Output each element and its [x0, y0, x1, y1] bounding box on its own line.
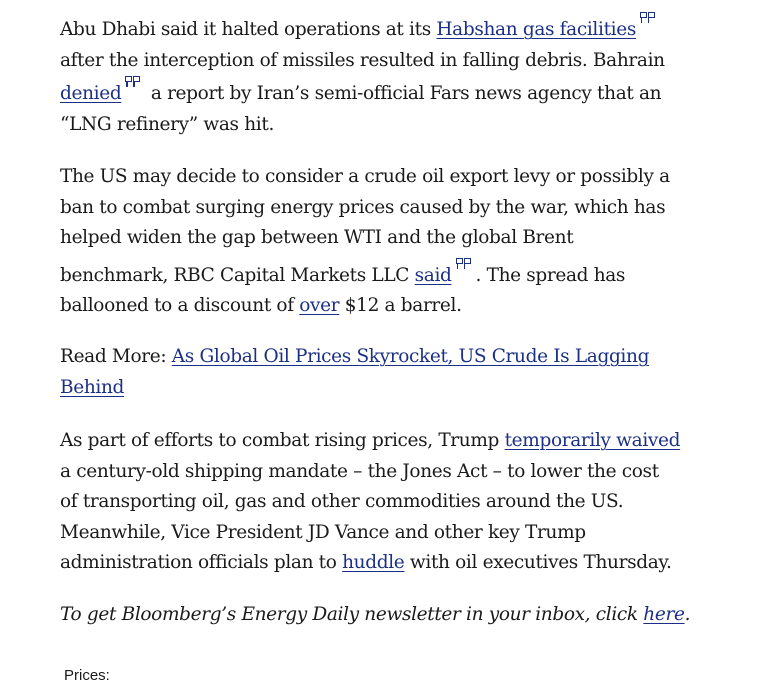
text-span: . — [684, 604, 691, 625]
text-span: with oil executives Thursday. — [404, 552, 672, 573]
text-span: Abu Dhabi said it halted operations at its — [60, 19, 437, 40]
paragraph-export-levy — [60, 162, 720, 322]
text-span: administration officials plan to — [60, 552, 343, 573]
text-span: To get Bloomberg’s Energy Daily newsletter in your inbox, click — [60, 604, 644, 625]
text-line: of transporting oil, gas and other commodities around the US. — [60, 491, 624, 512]
text-line: “LNG refinery” was hit. — [60, 113, 274, 135]
text-span: As part of efforts to combat rising prices, Trump — [60, 430, 505, 451]
text-span: $12 a barrel. — [339, 295, 462, 316]
link-said[interactable]: said — [414, 264, 452, 286]
link-habshan-gas-facilities[interactable]: Habshan gas facilities — [436, 19, 636, 40]
link-read-more-article[interactable]: As Global Oil Prices Skyrocket, US Crude Is Lagging — [171, 346, 650, 367]
external-link-icon[interactable] — [123, 76, 145, 90]
text-span: . The spread has — [475, 264, 626, 286]
text-line: a century-old shipping mandate – the Jones Act – to lower the cost — [60, 460, 659, 482]
text-line: helped widen the gap between WTI and the global Brent — [60, 227, 574, 248]
paragraph-newsletter — [60, 600, 720, 631]
external-link-icon[interactable] — [638, 12, 660, 26]
link-temporarily-waived[interactable]: temporarily waived — [504, 430, 681, 451]
prices-label: Prices: — [64, 667, 110, 684]
link-huddle[interactable]: huddle — [342, 552, 405, 573]
text-span: benchmark, RBC Capital Markets LLC — [60, 264, 415, 286]
text-line: The US may decide to consider a crude oil export levy or possibly a — [60, 166, 670, 187]
text-line: after the interception of missiles resulted in falling debris. Bahrain — [60, 49, 665, 71]
link-denied[interactable]: denied — [60, 83, 122, 104]
link-read-more-article-cont[interactable]: Behind — [60, 376, 125, 398]
paragraph-abu-dhabi — [60, 12, 720, 140]
paragraph-jones-act — [60, 426, 720, 579]
text-span: ballooned to a discount of — [60, 295, 300, 316]
text-line: Meanwhile, Vice President JD Vance and other key Trump — [60, 521, 586, 543]
text-line: ban to combat surging energy prices caused by the war, which has — [60, 196, 666, 218]
external-link-icon[interactable] — [454, 258, 476, 272]
link-over[interactable]: over — [299, 295, 340, 316]
text-span: a report by Iran’s semi-official Fars news agency that an — [145, 83, 662, 104]
read-more-label: Read More: — [60, 346, 172, 367]
link-newsletter-here[interactable]: here — [643, 604, 685, 625]
paragraph-read-more — [60, 342, 720, 403]
